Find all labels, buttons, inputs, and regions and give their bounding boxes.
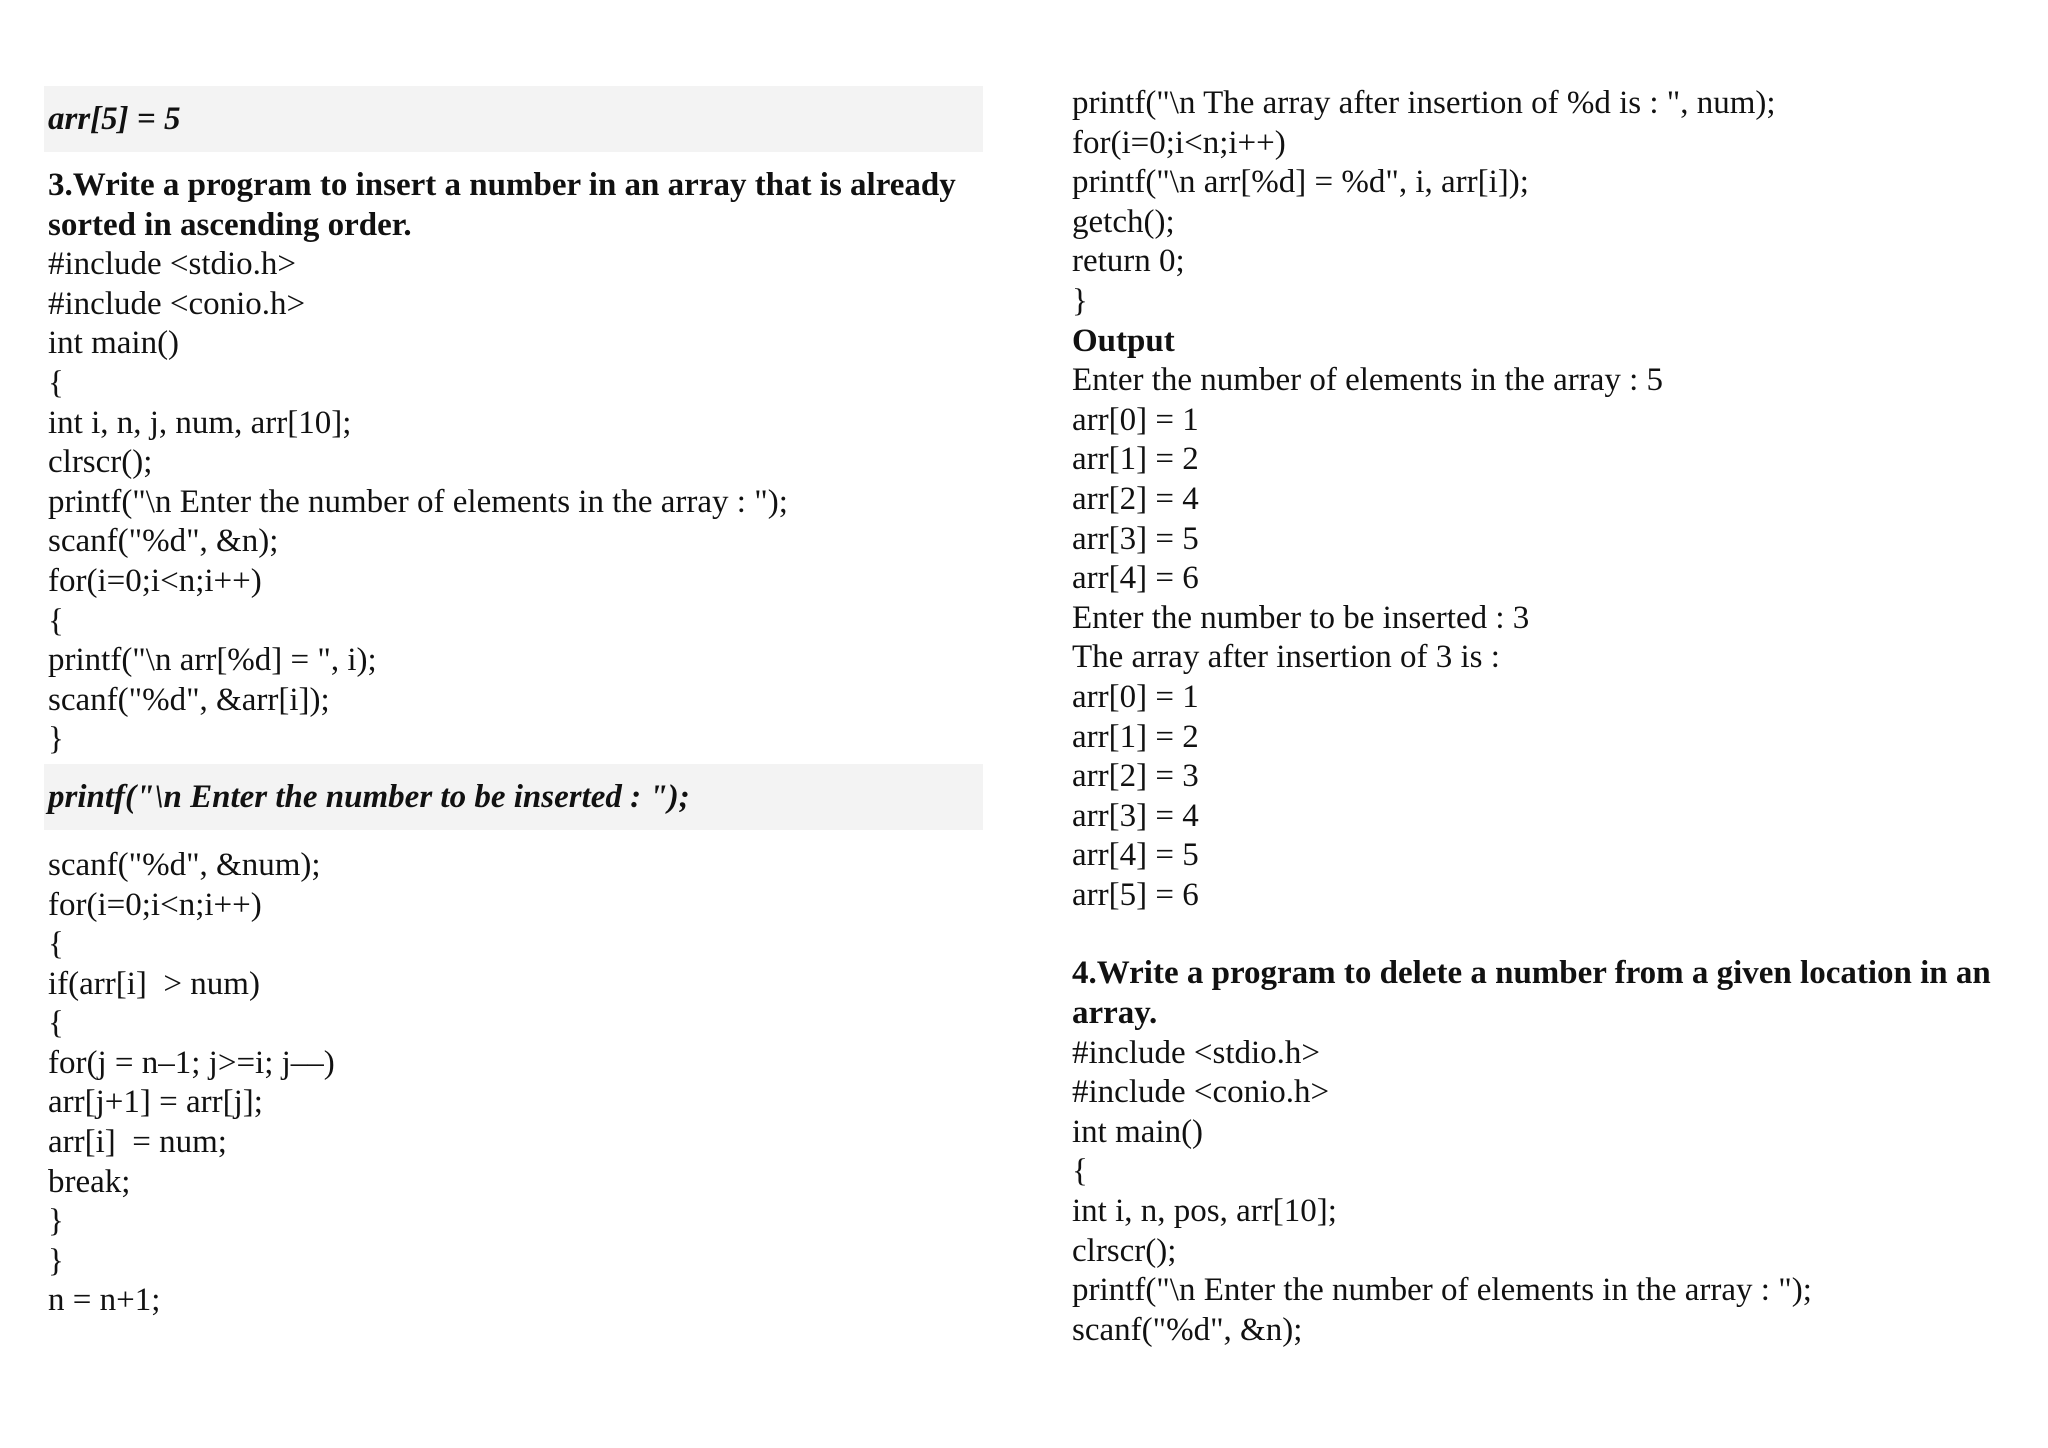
code-line: printf("\n Enter the number of elements in the array : "); xyxy=(48,483,788,520)
code-line: int i, n, pos, arr[10]; xyxy=(1072,1193,1337,1230)
output-line: arr[4] = 5 xyxy=(1072,837,1199,874)
output-line: arr[0] = 1 xyxy=(1072,401,1199,438)
output-line: arr[4] = 6 xyxy=(1072,560,1199,597)
output-line: arr[3] = 4 xyxy=(1072,797,1199,834)
code-line: } xyxy=(48,1203,64,1240)
code-line: for(i=0;i<n;i++) xyxy=(48,562,262,599)
code-line: return 0; xyxy=(1072,243,1185,280)
output-line: arr[1] = 2 xyxy=(1072,441,1199,478)
code-line: } xyxy=(1072,282,1088,319)
code-line: { xyxy=(1072,1153,1088,1190)
output-line: arr[0] = 1 xyxy=(1072,678,1199,715)
code-line: arr[i] = num; xyxy=(48,1124,227,1161)
highlighted-printf-line: printf("\n Enter the number to be inserted : "); xyxy=(44,764,983,830)
code-block-insert-part2 xyxy=(48,846,983,1321)
code-line: { xyxy=(48,1005,64,1042)
output-line: The array after insertion of 3 is : xyxy=(1072,639,1500,676)
code-line: int main() xyxy=(48,325,180,362)
code-block-delete xyxy=(1072,1034,2012,1351)
question-3-heading: 3.Write a program to insert a number in an array that is already sorted in ascending order. xyxy=(48,167,956,243)
highlighted-arr-line: arr[5] = 5 xyxy=(44,86,983,152)
code-line: } xyxy=(48,1242,64,1279)
code-line: scanf("%d", &arr[i]); xyxy=(48,681,330,718)
output-line: arr[3] = 5 xyxy=(1072,520,1199,557)
output-line: Enter the number of elements in the array : 5 xyxy=(1072,362,1664,399)
code-line: for(j = n–1; j>=i; j––) xyxy=(48,1044,335,1081)
code-line: } xyxy=(48,721,64,758)
code-block-insert-continued xyxy=(1072,84,2012,322)
code-line: #include <stdio.h> xyxy=(48,246,297,283)
output-line: arr[2] = 3 xyxy=(1072,758,1199,795)
code-line: n = n+1; xyxy=(48,1282,161,1319)
output-line: arr[5] = 6 xyxy=(1072,876,1199,913)
left-column xyxy=(48,86,983,1321)
code-line: printf("\n The array after insertion of %d is : ", num); xyxy=(1072,85,1776,121)
code-line: #include <conio.h> xyxy=(1072,1074,1330,1111)
code-line: clrscr(); xyxy=(48,444,153,481)
output-block xyxy=(1072,361,2012,915)
code-line: { xyxy=(48,364,64,401)
question-4-heading: 4.Write a program to delete a number from a given location in an array. xyxy=(1072,955,1991,1032)
code-line: int i, n, j, num, arr[10]; xyxy=(48,404,352,441)
code-line: #include <stdio.h> xyxy=(1072,1034,1321,1071)
code-line: scanf("%d", &n); xyxy=(1072,1311,1303,1348)
output-line: arr[2] = 4 xyxy=(1072,480,1199,517)
output-line: Enter the number to be inserted : 3 xyxy=(1072,599,1530,636)
code-line: int main() xyxy=(1072,1113,1204,1150)
code-line: if(arr[i] > num) xyxy=(48,965,260,1002)
code-line: printf("\n arr[%d] = ", i); xyxy=(48,642,377,679)
code-line: clrscr(); xyxy=(1072,1232,1177,1269)
code-line: { xyxy=(48,602,64,639)
output-heading: Output xyxy=(1072,322,1175,359)
code-line: for(i=0;i<n;i++) xyxy=(1072,124,1286,161)
code-line: arr[j+1] = arr[j]; xyxy=(48,1084,263,1121)
spacer xyxy=(1072,915,2012,954)
code-line: printf("\n arr[%d] = %d", i, arr[i]); xyxy=(1072,164,1529,201)
code-line: break; xyxy=(48,1163,131,1200)
code-line: #include <conio.h> xyxy=(48,285,306,322)
code-line: getch(); xyxy=(1072,203,1175,240)
code-line: { xyxy=(48,926,64,963)
code-line: printf("\n Enter the number of elements in the array : "); xyxy=(1072,1272,1812,1309)
output-line: arr[1] = 2 xyxy=(1072,718,1199,755)
code-line: scanf("%d", &n); xyxy=(48,523,279,560)
code-block-insert-part1 xyxy=(48,245,983,760)
right-column xyxy=(1072,84,2012,1350)
code-line: scanf("%d", &num); xyxy=(48,846,321,883)
code-line: for(i=0;i<n;i++) xyxy=(48,886,262,923)
